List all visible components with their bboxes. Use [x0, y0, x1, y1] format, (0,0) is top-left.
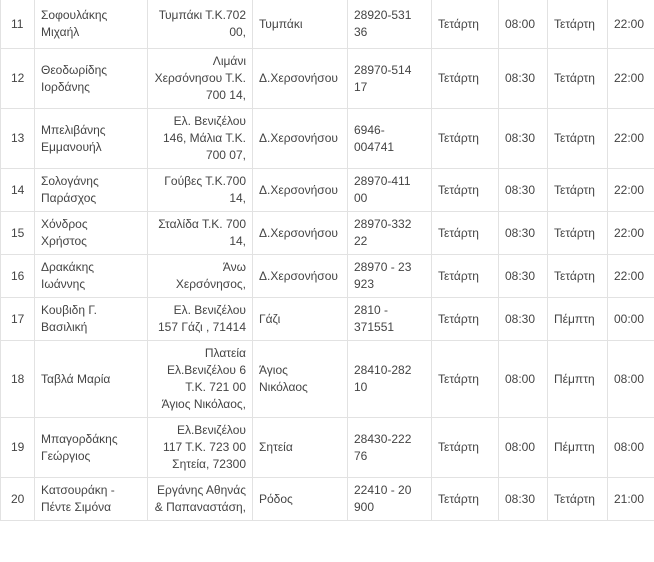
time-from: 08:30	[499, 478, 548, 521]
phone: 28920-531 36	[348, 0, 432, 49]
pharmacist-name: Κουβιδη Γ. Βασιλική	[35, 298, 148, 341]
table-body	[1, 0, 654, 521]
table-row	[1, 212, 654, 255]
table-row	[1, 109, 654, 169]
day-to: Πέμπτη	[548, 418, 608, 478]
pharmacist-name: Δρακάκης Ιωάννης	[35, 255, 148, 298]
address: Σταλίδα Τ.Κ. 700 14,	[148, 212, 253, 255]
table-row	[1, 255, 654, 298]
pharmacist-name: Σοφουλάκης Μιχαήλ	[35, 0, 148, 49]
row-number: 18	[1, 341, 35, 418]
day-from: Τετάρτη	[432, 418, 499, 478]
address: Πλατεία Ελ.Βενιζέλου 6 Τ.Κ. 721 00 Άγιος Νικόλαος,	[148, 341, 253, 418]
row-number: 14	[1, 169, 35, 212]
address: Ελ. Βενιζέλου 146, Μάλια Τ.Κ. 700 07,	[148, 109, 253, 169]
phone: 2810 - 371551	[348, 298, 432, 341]
phone: 28970-332 22	[348, 212, 432, 255]
day-from: Τετάρτη	[432, 298, 499, 341]
day-from: Τετάρτη	[432, 169, 499, 212]
time-from: 08:30	[499, 169, 548, 212]
address: Ελ.Βενιζέλου 117 Τ.Κ. 723 00 Σητεία, 72300	[148, 418, 253, 478]
pharmacist-name: Σολογάνης Παράσχος	[35, 169, 148, 212]
row-number: 12	[1, 49, 35, 109]
table-row	[1, 169, 654, 212]
time-to: 21:00	[608, 478, 654, 521]
area: Άγιος Νικόλαος	[253, 341, 348, 418]
day-from: Τετάρτη	[432, 212, 499, 255]
day-from: Τετάρτη	[432, 0, 499, 49]
area: Δ.Χερσονήσου	[253, 49, 348, 109]
address: Τυμπάκι Τ.Κ.702 00,	[148, 0, 253, 49]
table-row	[1, 298, 654, 341]
phone: 6946- 004741	[348, 109, 432, 169]
phone: 28970-411 00	[348, 169, 432, 212]
time-to: 22:00	[608, 49, 654, 109]
pharmacist-name: Ταβλά Μαρία	[35, 341, 148, 418]
time-to: 22:00	[608, 109, 654, 169]
address: Εργάνης Αθηνάς & Παπαναστάση,	[148, 478, 253, 521]
address: Ελ. Βενιζέλου 157 Γάζι , 71414	[148, 298, 253, 341]
table-row	[1, 49, 654, 109]
area: Δ.Χερσονήσου	[253, 255, 348, 298]
phone: 28970 - 23 923	[348, 255, 432, 298]
pharmacist-name: Θεοδωρίδης Ιορδάνης	[35, 49, 148, 109]
row-number: 15	[1, 212, 35, 255]
time-from: 08:30	[499, 49, 548, 109]
time-from: 08:00	[499, 0, 548, 49]
phone: 22410 - 20 900	[348, 478, 432, 521]
table-row	[1, 478, 654, 521]
phone: 28410-282 10	[348, 341, 432, 418]
area: Δ.Χερσονήσου	[253, 169, 348, 212]
address: Γούβες Τ.Κ.700 14,	[148, 169, 253, 212]
row-number: 20	[1, 478, 35, 521]
day-to: Τετάρτη	[548, 169, 608, 212]
day-to: Τετάρτη	[548, 255, 608, 298]
day-from: Τετάρτη	[432, 478, 499, 521]
day-to: Πέμπτη	[548, 341, 608, 418]
row-number: 11	[1, 0, 35, 49]
day-from: Τετάρτη	[432, 109, 499, 169]
table-row	[1, 418, 654, 478]
day-from: Τετάρτη	[432, 255, 499, 298]
area: Γάζι	[253, 298, 348, 341]
table-row	[1, 341, 654, 418]
address: Άνω Χερσόνησος,	[148, 255, 253, 298]
pharmacist-name: Κατσουράκη - Πέντε Σιμόνα	[35, 478, 148, 521]
day-from: Τετάρτη	[432, 49, 499, 109]
address: Λιμάνι Χερσόνησου Τ.Κ. 700 14,	[148, 49, 253, 109]
time-to: 22:00	[608, 212, 654, 255]
time-to: 08:00	[608, 341, 654, 418]
day-to: Τετάρτη	[548, 49, 608, 109]
day-from: Τετάρτη	[432, 341, 499, 418]
time-from: 08:30	[499, 298, 548, 341]
day-to: Πέμπτη	[548, 298, 608, 341]
area: Σητεία	[253, 418, 348, 478]
row-number: 19	[1, 418, 35, 478]
time-from: 08:30	[499, 109, 548, 169]
area: Δ.Χερσονήσου	[253, 212, 348, 255]
pharmacist-name: Χόνδρος Χρήστος	[35, 212, 148, 255]
time-from: 08:30	[499, 255, 548, 298]
phone: 28430-222 76	[348, 418, 432, 478]
area: Δ.Χερσονήσου	[253, 109, 348, 169]
phone: 28970-514 17	[348, 49, 432, 109]
pharmacist-name: Μπαγορδάκης Γεώργιος	[35, 418, 148, 478]
row-number: 16	[1, 255, 35, 298]
time-from: 08:00	[499, 341, 548, 418]
time-from: 08:30	[499, 212, 548, 255]
row-number: 17	[1, 298, 35, 341]
day-to: Τετάρτη	[548, 478, 608, 521]
table-row	[1, 0, 654, 49]
area: Τυμπάκι	[253, 0, 348, 49]
time-to: 22:00	[608, 0, 654, 49]
day-to: Τετάρτη	[548, 0, 608, 49]
row-number: 13	[1, 109, 35, 169]
time-to: 22:00	[608, 169, 654, 212]
time-to: 22:00	[608, 255, 654, 298]
day-to: Τετάρτη	[548, 212, 608, 255]
time-from: 08:00	[499, 418, 548, 478]
area: Ρόδος	[253, 478, 348, 521]
time-to: 00:00	[608, 298, 654, 341]
time-to: 08:00	[608, 418, 654, 478]
day-to: Τετάρτη	[548, 109, 608, 169]
pharmacist-name: Μπελιβάνης Εμμανουήλ	[35, 109, 148, 169]
